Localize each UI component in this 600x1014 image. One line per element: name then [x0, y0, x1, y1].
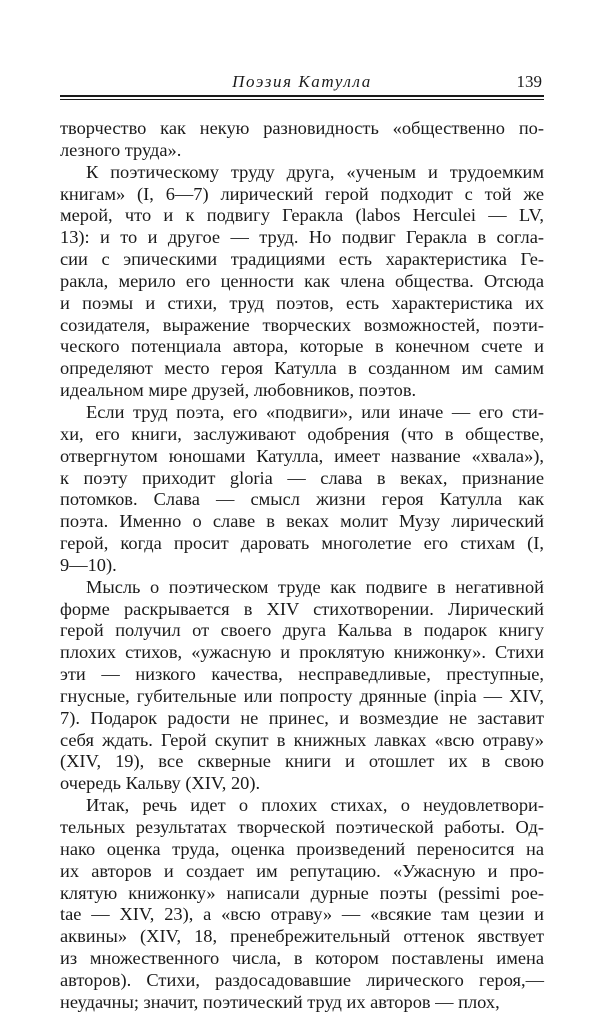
running-title: Поэзия Катулла [232, 72, 372, 91]
text-line: себя ждать. Герой скупит в книжных лавках «всю отраву» [60, 729, 544, 750]
text-line: герой, когда просит даровать многолетие его стихам (I, [60, 533, 544, 554]
text-line: отвергнутом юношами Катулла, имеет название «хвала»), [60, 445, 544, 466]
page-number: 139 [516, 72, 542, 91]
text-line: их авторов и создает им репутацию. «Ужасную и про- [60, 860, 544, 881]
text-line: мерой, что и к подвигу Геракла (labos Herculei — LV, [60, 205, 544, 226]
text-line: аквины» (XIV, 18, пренебрежительный оттенок явствует [60, 926, 544, 947]
text-line: творчество как некую разновидность «общественно по- [60, 118, 544, 138]
text-line: книгам» (I, 6—7) лирический герой подходит с той же [60, 183, 544, 204]
text-line: ракла, мерило его ценности как члена общества. Отсюда [60, 270, 544, 291]
text-line: очередь Кальву (XIV, 20). [60, 773, 261, 794]
text-line: потомков. Слава — смысл жизни героя Катулла как [60, 489, 544, 510]
text-line: хи, его книги, заслуживают одобрения (что в обществе, [60, 423, 544, 444]
text-line: определяют место героя Катулла в созданном им самим [60, 358, 544, 379]
text-line: клятую книжонку» написали дурные поэты (pessimi poe- [60, 882, 544, 903]
text-line: из множественного числа, в котором поставлены имена [60, 948, 544, 969]
text-line: плохих стихов, «ужасную и проклятую книжонку». Стихи [60, 642, 544, 663]
paragraph [60, 795, 544, 1013]
paragraph [60, 577, 544, 795]
running-head [60, 72, 544, 94]
text-line: созидателя, выражение творческих возможностей, поэти- [60, 314, 544, 335]
text-line: сии с эпическими традициями есть характеристика Ге- [60, 249, 544, 270]
paragraph [60, 118, 544, 162]
text-line: форме раскрывается в XIV стихотворении. Лирический [60, 598, 544, 619]
body-text [60, 118, 544, 1014]
text-line: к поэту приходит gloria — слава в веках, признание [60, 467, 544, 488]
text-line: нако оценка труда, оценка произведений переносится на [60, 838, 544, 859]
paragraph [60, 402, 544, 577]
text-line: поэта. Именно о славе в веках молит Музу лирический [60, 511, 544, 532]
text-line: герой получил от своего друга Кальва в подарок книгу [60, 620, 544, 641]
text-line: тельных результатах творческой поэтической работы. Од- [60, 817, 544, 837]
text-line: авторов). Стихи, раздосадовавшие лирического героя,— [60, 969, 544, 990]
text-line: 9—10). [60, 554, 117, 575]
header-rule-thin [60, 99, 544, 100]
text-line: гнусные, губительные или попросту дрянные (inpia — XIV, [60, 685, 544, 706]
text-line: лезного труда». [60, 139, 182, 160]
text-line: ческого потенциала автора, которые в конечном счете и [60, 336, 544, 357]
text-line: Мысль о поэтическом труде как подвиге в негативной [86, 576, 544, 597]
text-line: tae — XIV, 23), а «всю отраву» — «всякие там цезии и [60, 904, 544, 925]
text-line: (XIV, 19), все скверные книги и отошлет их в свою [60, 751, 544, 772]
text-line: эти — низкого качества, несправедливые, преступные, [60, 664, 544, 685]
header-rule-thick [60, 95, 544, 97]
text-line: 7). Подарок радости не принес, и возмездие не заставит [60, 707, 544, 728]
text-line: К поэтическому труду друга, «ученым и трудоемким [86, 161, 544, 182]
text-line: Итак, речь идет о плохих стихах, о неудовлетвори- [86, 795, 544, 816]
text-line: идеальном мире друзей, любовников, поэтов. [60, 380, 417, 401]
text-line: Если труд поэта, его «подвиги», или иначе — его сти- [86, 401, 544, 422]
text-line: 13): и то и другое — труд. Но подвиг Геракла в согла- [60, 227, 544, 248]
paragraph [60, 162, 544, 402]
text-line: и поэмы и стихи, труд поэтов, есть характеристика их [60, 292, 544, 313]
text-line: неудачны; значит, поэтический труд их авторов — плох, [60, 991, 500, 1012]
